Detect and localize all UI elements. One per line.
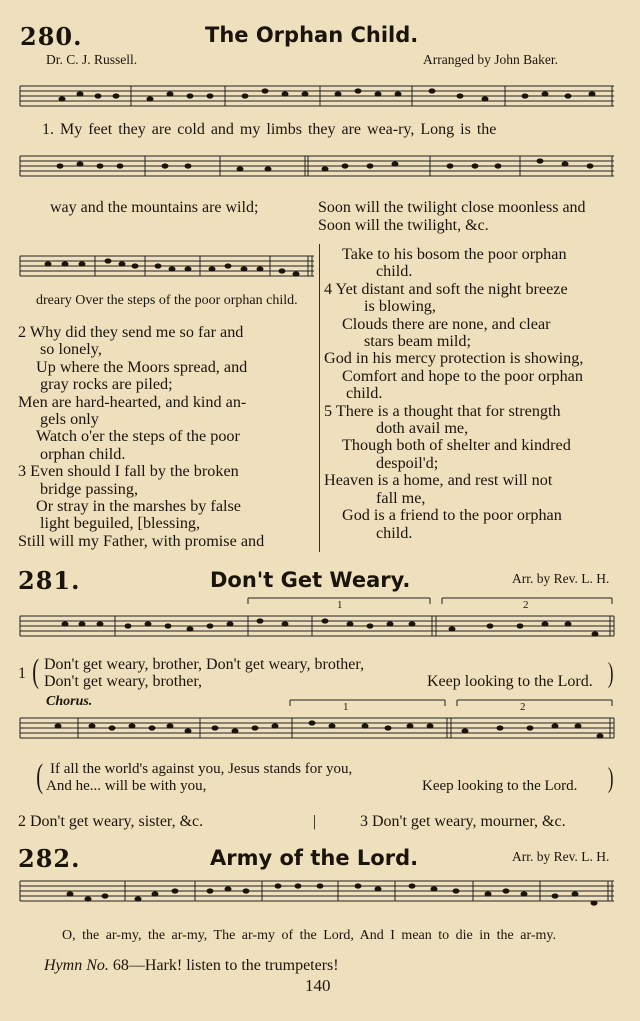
hymn-281-title: Don't Get Weary. — [210, 568, 411, 592]
verse-line: bridge passing, — [40, 479, 139, 498]
verse-line: gray rocks are piled; — [40, 375, 173, 394]
hymn-281-verse-2: 2 Don't get weary, sister, &c. — [18, 813, 204, 830]
hymn-282-lyric-line-1: O, the ar-my, the ar-my, The ar-my of the Lord, And I mean to die in the ar-my. — [62, 928, 556, 943]
verse-line: is blowing, — [364, 297, 436, 316]
hymn-280-lyric-line-1: 1. My feet they are cold and my limbs they are wea-ry, Long is the — [42, 121, 497, 138]
hymn-281-verse-3: 3 Don't get weary, mourner, &c. — [360, 813, 566, 830]
music-staff — [20, 248, 314, 288]
verse-line: light beguiled, [blessing, — [40, 514, 201, 533]
verse-line: despoil'd; — [376, 453, 439, 472]
chorus-line-b: And he... will be with you, — [46, 778, 207, 794]
verse-line: God in his mercy protection is showing, — [324, 349, 584, 368]
notes — [67, 883, 598, 905]
hymn-282-title: Army of the Lord. — [210, 846, 419, 870]
hymn-282-arranger: Arr. by Rev. L. H. — [512, 849, 610, 864]
hymn-281-line-1c: Keep looking to the Lord. — [427, 673, 593, 690]
hymn-280-lyric-line-2b: Soon will the twilight close moonless and — [318, 199, 586, 216]
music-staff — [20, 78, 614, 118]
verse-line: so lonely, — [40, 340, 102, 359]
verse-line: stars beam mild; — [364, 332, 471, 351]
notes — [57, 158, 594, 171]
verse-line: Heaven is a home, and rest will not — [324, 471, 553, 490]
verse-line: Though both of shelter and kindred — [342, 436, 571, 455]
hymn-280-verses-left — [18, 324, 314, 550]
verse-line: 3 Even should I fall by the broken — [18, 462, 239, 481]
column-divider — [319, 244, 320, 552]
hymn-reference — [44, 957, 339, 975]
ending-2-label: 2 — [523, 599, 529, 611]
ending-2-label: 2 — [520, 701, 526, 713]
brace-left: ( — [32, 653, 40, 690]
verse-line: child. — [376, 262, 413, 281]
hymn-280-title: The Orphan Child. — [205, 23, 419, 47]
hymn-281-arranger: Arr. by Rev. L. H. — [512, 571, 610, 586]
hymn-280-arranger: Arranged by John Baker. — [423, 52, 558, 67]
hymn-281-line-1b: Don't get weary, brother, — [44, 673, 203, 690]
verse-line: 5 There is a thought that for strength — [324, 401, 561, 420]
verse-line: Men are hard-hearted, and kind an- — [18, 392, 247, 411]
music-staff — [20, 148, 614, 188]
verse-line: orphan child. — [40, 444, 126, 463]
hymn-280-lyric-line-3: dreary Over the steps of the poor orphan child. — [36, 293, 298, 308]
verse-line: 4 Yet distant and soft the night breeze — [324, 279, 568, 298]
verse-line: 2 Why did they send me so far and — [18, 323, 244, 341]
hymn-reference-prefix: Hymn No. — [44, 957, 109, 974]
hymn-280-lyric-line-2c: Soon will the twilight, &c. — [318, 217, 489, 234]
chorus-label: Chorus. — [46, 694, 93, 709]
chorus-line-a: If all the world's against you, Jesus stands for you, — [50, 761, 353, 777]
hymn-280-lyric-line-2a: way and the mountains are wild; — [50, 199, 259, 216]
verse-line: Comfort and hope to the poor orphan — [342, 366, 583, 385]
verse-line: gels only — [40, 410, 99, 429]
verse-line: Up where the Moors spread, and — [36, 357, 248, 376]
verse-separator: | — [313, 813, 317, 830]
music-staff — [20, 873, 614, 923]
brace-right: ) — [607, 658, 614, 689]
hymn-280-verses-right — [324, 246, 620, 542]
hymn-281-number: 281. — [18, 566, 81, 595]
verse-line: Take to his bosom the poor orphan — [342, 245, 567, 263]
ending-1-label: 1 — [343, 701, 349, 713]
page-number: 140 — [305, 976, 331, 995]
verse-line: doth avail me, — [376, 419, 469, 438]
verse-line: child. — [376, 523, 413, 542]
verse-line: fall me, — [376, 488, 426, 507]
verse-line: Still will my Father, with promise and — [18, 531, 265, 550]
notes — [59, 88, 596, 101]
verse-line: God is a friend to the poor orphan — [342, 506, 562, 525]
hymn-282-number: 282. — [18, 844, 81, 873]
ending-1-label: 1 — [337, 599, 343, 611]
verse-line: Or stray in the marshes by false — [36, 497, 241, 516]
brace-right: ) — [607, 763, 614, 794]
hymn-280-number: 280. — [20, 22, 83, 51]
hymn-281-line-1a: Don't get weary, brother, Don't get weary, brother, — [44, 656, 365, 673]
brace-left: ( — [36, 758, 44, 795]
verse-line: child. — [346, 384, 383, 403]
chorus-line-c: Keep looking to the Lord. — [422, 778, 578, 794]
hymn-reference-text: 68—Hark! listen to the trumpeters! — [112, 957, 339, 974]
verse-line: Clouds there are none, and clear — [342, 314, 551, 333]
verse-line: Watch o'er the steps of the poor — [36, 427, 240, 446]
hymn-280-composer: Dr. C. J. Russell. — [46, 52, 138, 67]
hymn-281-verse-number: 1 — [18, 665, 26, 682]
